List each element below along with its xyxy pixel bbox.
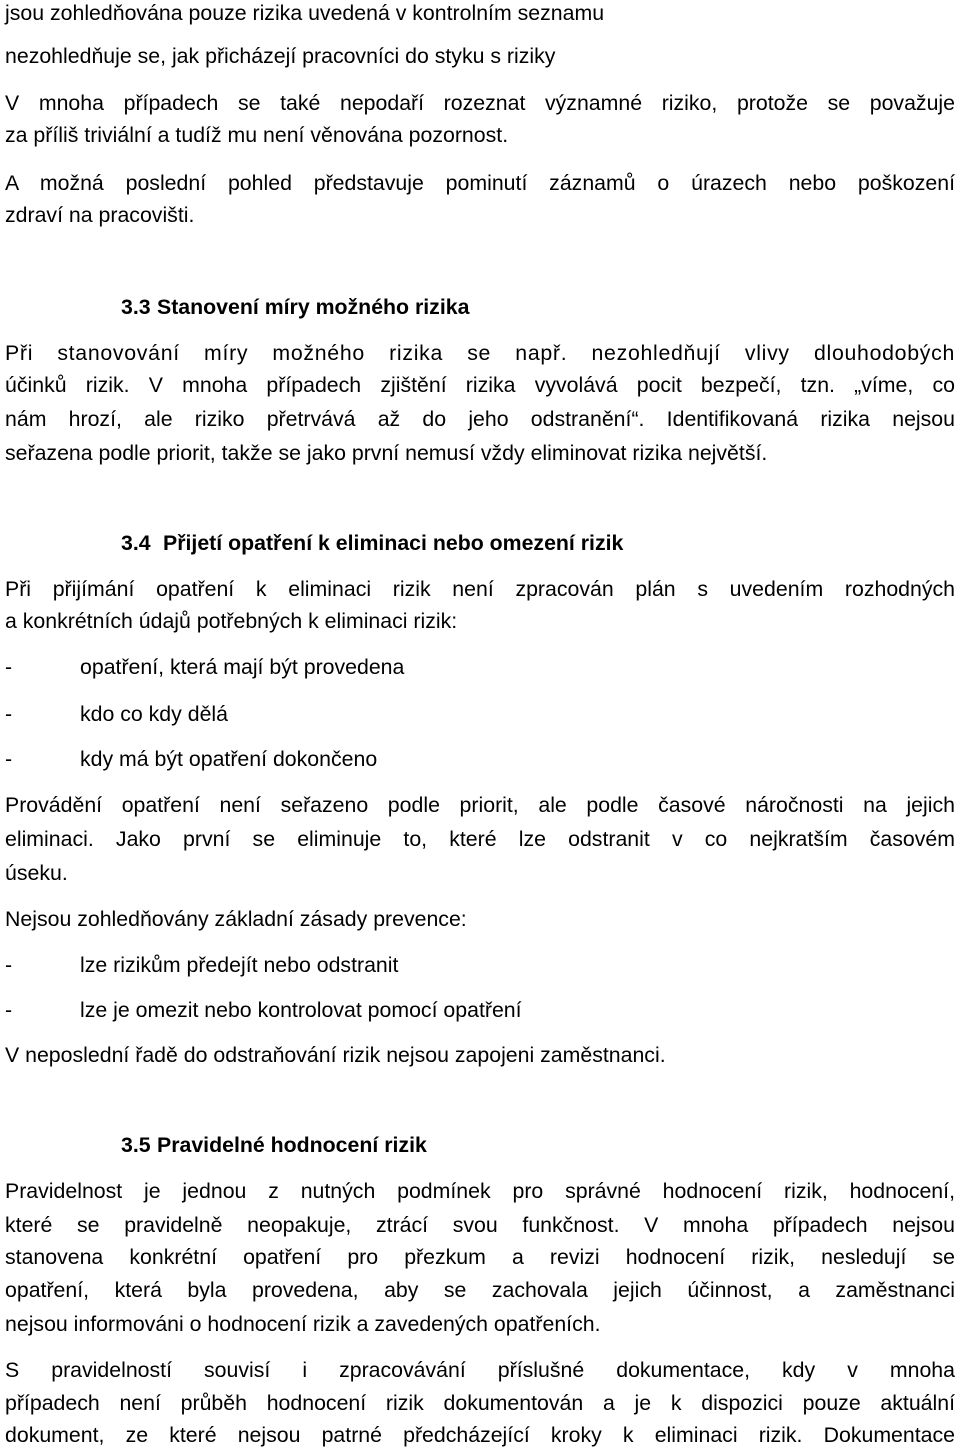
body-text-line: opatření, která byla provedena, aby se zachovala jejich účinnost, a zaměstnanci (5, 1278, 955, 1302)
body-text-line: nám hrozí, ale riziko přetrvává až do jeho odstranění“. Identifikovaná rizika nejsou (5, 407, 955, 431)
body-text-line: Provádění opatření není seřazeno podle priorit, ale podle časové náročnosti na jejich (5, 793, 955, 817)
section-number: 3.3 (121, 295, 151, 319)
section-title: Pravidelné hodnocení rizik (157, 1133, 427, 1157)
body-text-line: za příliš triviální a tudíž mu není věnována pozornost. (5, 123, 509, 147)
dash-marker: - (5, 953, 13, 977)
body-text-line: zdraví na pracovišti. (5, 203, 195, 227)
body-text-line: jsou zohledňována pouze rizika uvedená v kontrolním seznamu (5, 1, 605, 25)
dash-marker: - (5, 702, 13, 726)
list-item-text: kdy má být opatření dokončeno (80, 747, 378, 771)
body-text-line: nejsou informováni o hodnocení rizik a zavedených opatřeních. (5, 1312, 601, 1336)
body-text-line: V neposlední řadě do odstraňování rizik nejsou zapojeni zaměstnanci. (5, 1043, 666, 1067)
body-text-line: S pravidelností souvisí i zpracovávání příslušné dokumentace, kdy v mnoha (5, 1358, 955, 1382)
body-text-line: Při přijímání opatření k eliminaci rizik není zpracován plán s uvedením rozhodných (5, 577, 955, 601)
dash-marker: - (5, 655, 13, 679)
section-number: 3.5 (121, 1133, 151, 1157)
section-heading-3-4 (121, 530, 623, 556)
body-text-line: účinků rizik. V mnoha případech zjištění rizika vyvolává pocit bezpečí, tzn. „víme, co (5, 373, 955, 397)
section-title: Stanovení míry možného rizika (157, 295, 470, 319)
dash-marker: - (5, 747, 13, 771)
body-text-line: nezohledňuje se, jak přicházejí pracovníci do styku s riziky (5, 44, 556, 68)
dash-marker: - (5, 998, 13, 1022)
list-item-text: kdo co kdy dělá (80, 702, 228, 726)
body-text-line: Při stanovování míry možného rizika se např. nezohledňují vlivy dlouhodobých (5, 341, 955, 365)
section-number: 3.4 (121, 531, 151, 555)
section-title: Přijetí opatření k eliminaci nebo omezení rizik (163, 531, 624, 555)
body-text-line: seřazena podle priorit, takže se jako první nemusí vždy eliminovat rizika největší. (5, 441, 768, 465)
list-item-text: opatření, která mají být provedena (80, 655, 405, 679)
body-text-line: dokument, ze které nejsou patrné předcházející kroky k eliminaci rizik. Dokumentace (5, 1423, 955, 1447)
list-item-text: lze je omezit nebo kontrolovat pomocí opatření (80, 998, 522, 1022)
body-text-line: případech není průběh hodnocení rizik dokumentován a je k dispozici pouze aktuální (5, 1391, 955, 1415)
body-text-line: úseku. (5, 861, 68, 885)
body-text-line: které se pravidelně neopakuje, ztrácí svou funkčnost. V mnoha případech nejsou (5, 1213, 955, 1237)
section-heading-3-3 (121, 294, 469, 320)
body-text-line: stanovena konkrétní opatření pro přezkum a revizi hodnocení rizik, nesledují se (5, 1245, 955, 1269)
section-heading-3-5 (121, 1132, 427, 1158)
list-item-text: lze rizikům předejít nebo odstranit (80, 953, 399, 977)
body-text-line: Nejsou zohledňovány základní zásady prevence: (5, 907, 467, 931)
body-text-line: V mnoha případech se také nepodaří rozeznat významné riziko, protože se považuje (5, 91, 955, 115)
body-text-line: a konkrétních údajů potřebných k eliminaci rizik: (5, 609, 458, 633)
body-text-line: Pravidelnost je jednou z nutných podmínek pro správné hodnocení rizik, hodnocení, (5, 1179, 955, 1203)
body-text-line: eliminaci. Jako první se eliminuje to, které lze odstranit v co nejkratším časovém (5, 827, 955, 851)
body-text-line: A možná poslední pohled představuje pominutí záznamů o úrazech nebo poškození (5, 171, 955, 195)
